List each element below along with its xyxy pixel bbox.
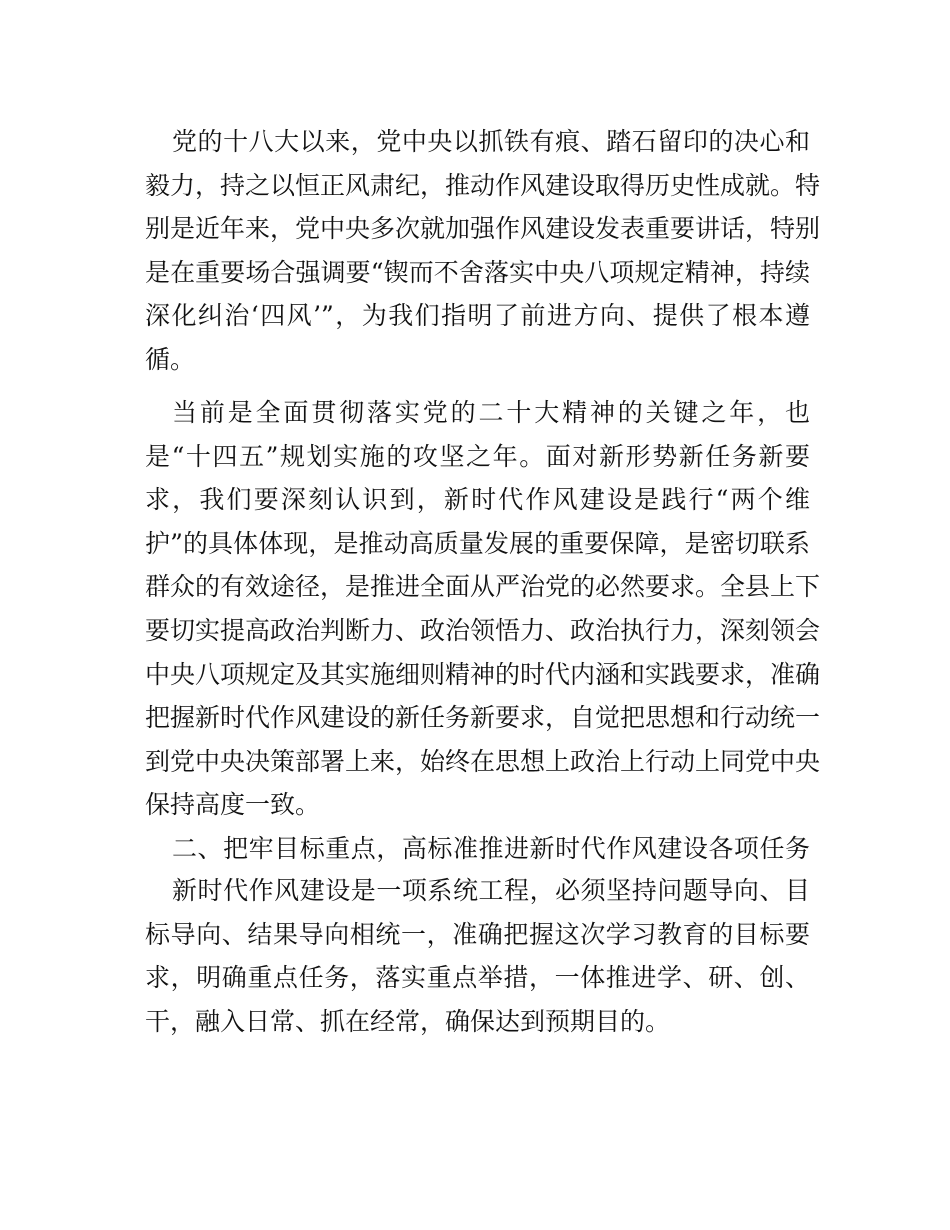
text-line: 群众的有效途径，是推进全面从严治党的必然要求。全县上下 xyxy=(145,572,821,602)
paragraph-2 xyxy=(145,391,821,827)
text-line: 要切实提高政治判断力、政治领悟力、政治执行力，深刻领会 xyxy=(145,615,821,645)
text-line: 是在重要场合强调要“锲而不舍落实中央八项规定精神，持续 xyxy=(145,257,810,287)
text-line: 党的十八大以来，党中央以抓铁有痕、踏石留印的决心和 xyxy=(172,127,810,156)
text-line: 深化纠治‘四风’”，为我们指明了前进方向、提供了根本遵 xyxy=(145,301,810,331)
text-line: 循。 xyxy=(145,344,196,374)
text-line: 毅力，持之以恒正风肃纪，推动作风建设取得历史性成就。特 xyxy=(145,170,821,200)
section-heading xyxy=(145,827,810,871)
text-line: 别是近年来，党中央多次就加强作风建设发表重要讲话，特别 xyxy=(145,214,821,244)
text-line: 标导向、结果导向相统一，准确把握这次学习教育的目标要 xyxy=(145,919,810,949)
text-line: 是“十四五”规划实施的攻坚之年。面对新形势新任务新要 xyxy=(145,441,810,471)
text-line: 求，我们要深刻认识到，新时代作风建设是践行“两个维 xyxy=(145,485,810,515)
heading-text: 二、把牢目标重点，高标准推进新时代作风建设各项任务 xyxy=(172,834,810,863)
paragraph-1 xyxy=(145,120,821,382)
text-line: 保持高度一致。 xyxy=(145,790,321,820)
text-line: 干，融入日常、抓在经常，确保达到预期目的。 xyxy=(145,1006,671,1036)
text-line: 到党中央决策部署上来，始终在思想上政治上行动上同党中央 xyxy=(145,746,821,776)
paragraph-3 xyxy=(145,869,810,1043)
text-line: 把握新时代作风建设的新任务新要求，自觉把思想和行动统一 xyxy=(145,703,821,733)
text-line: 护”的具体体现，是推动高质量发展的重要保障，是密切联系 xyxy=(145,528,810,558)
text-line: 新时代作风建设是一项系统工程，必须坚持问题导向、目 xyxy=(172,876,810,905)
text-line: 中央八项规定及其实施细则精神的时代内涵和实践要求，准确 xyxy=(145,659,821,689)
text-line: 当前是全面贯彻落实党的二十大精神的关键之年，也 xyxy=(172,398,810,427)
text-line: 求，明确重点任务，落实重点举措，一体推进学、研、创、 xyxy=(145,963,810,993)
